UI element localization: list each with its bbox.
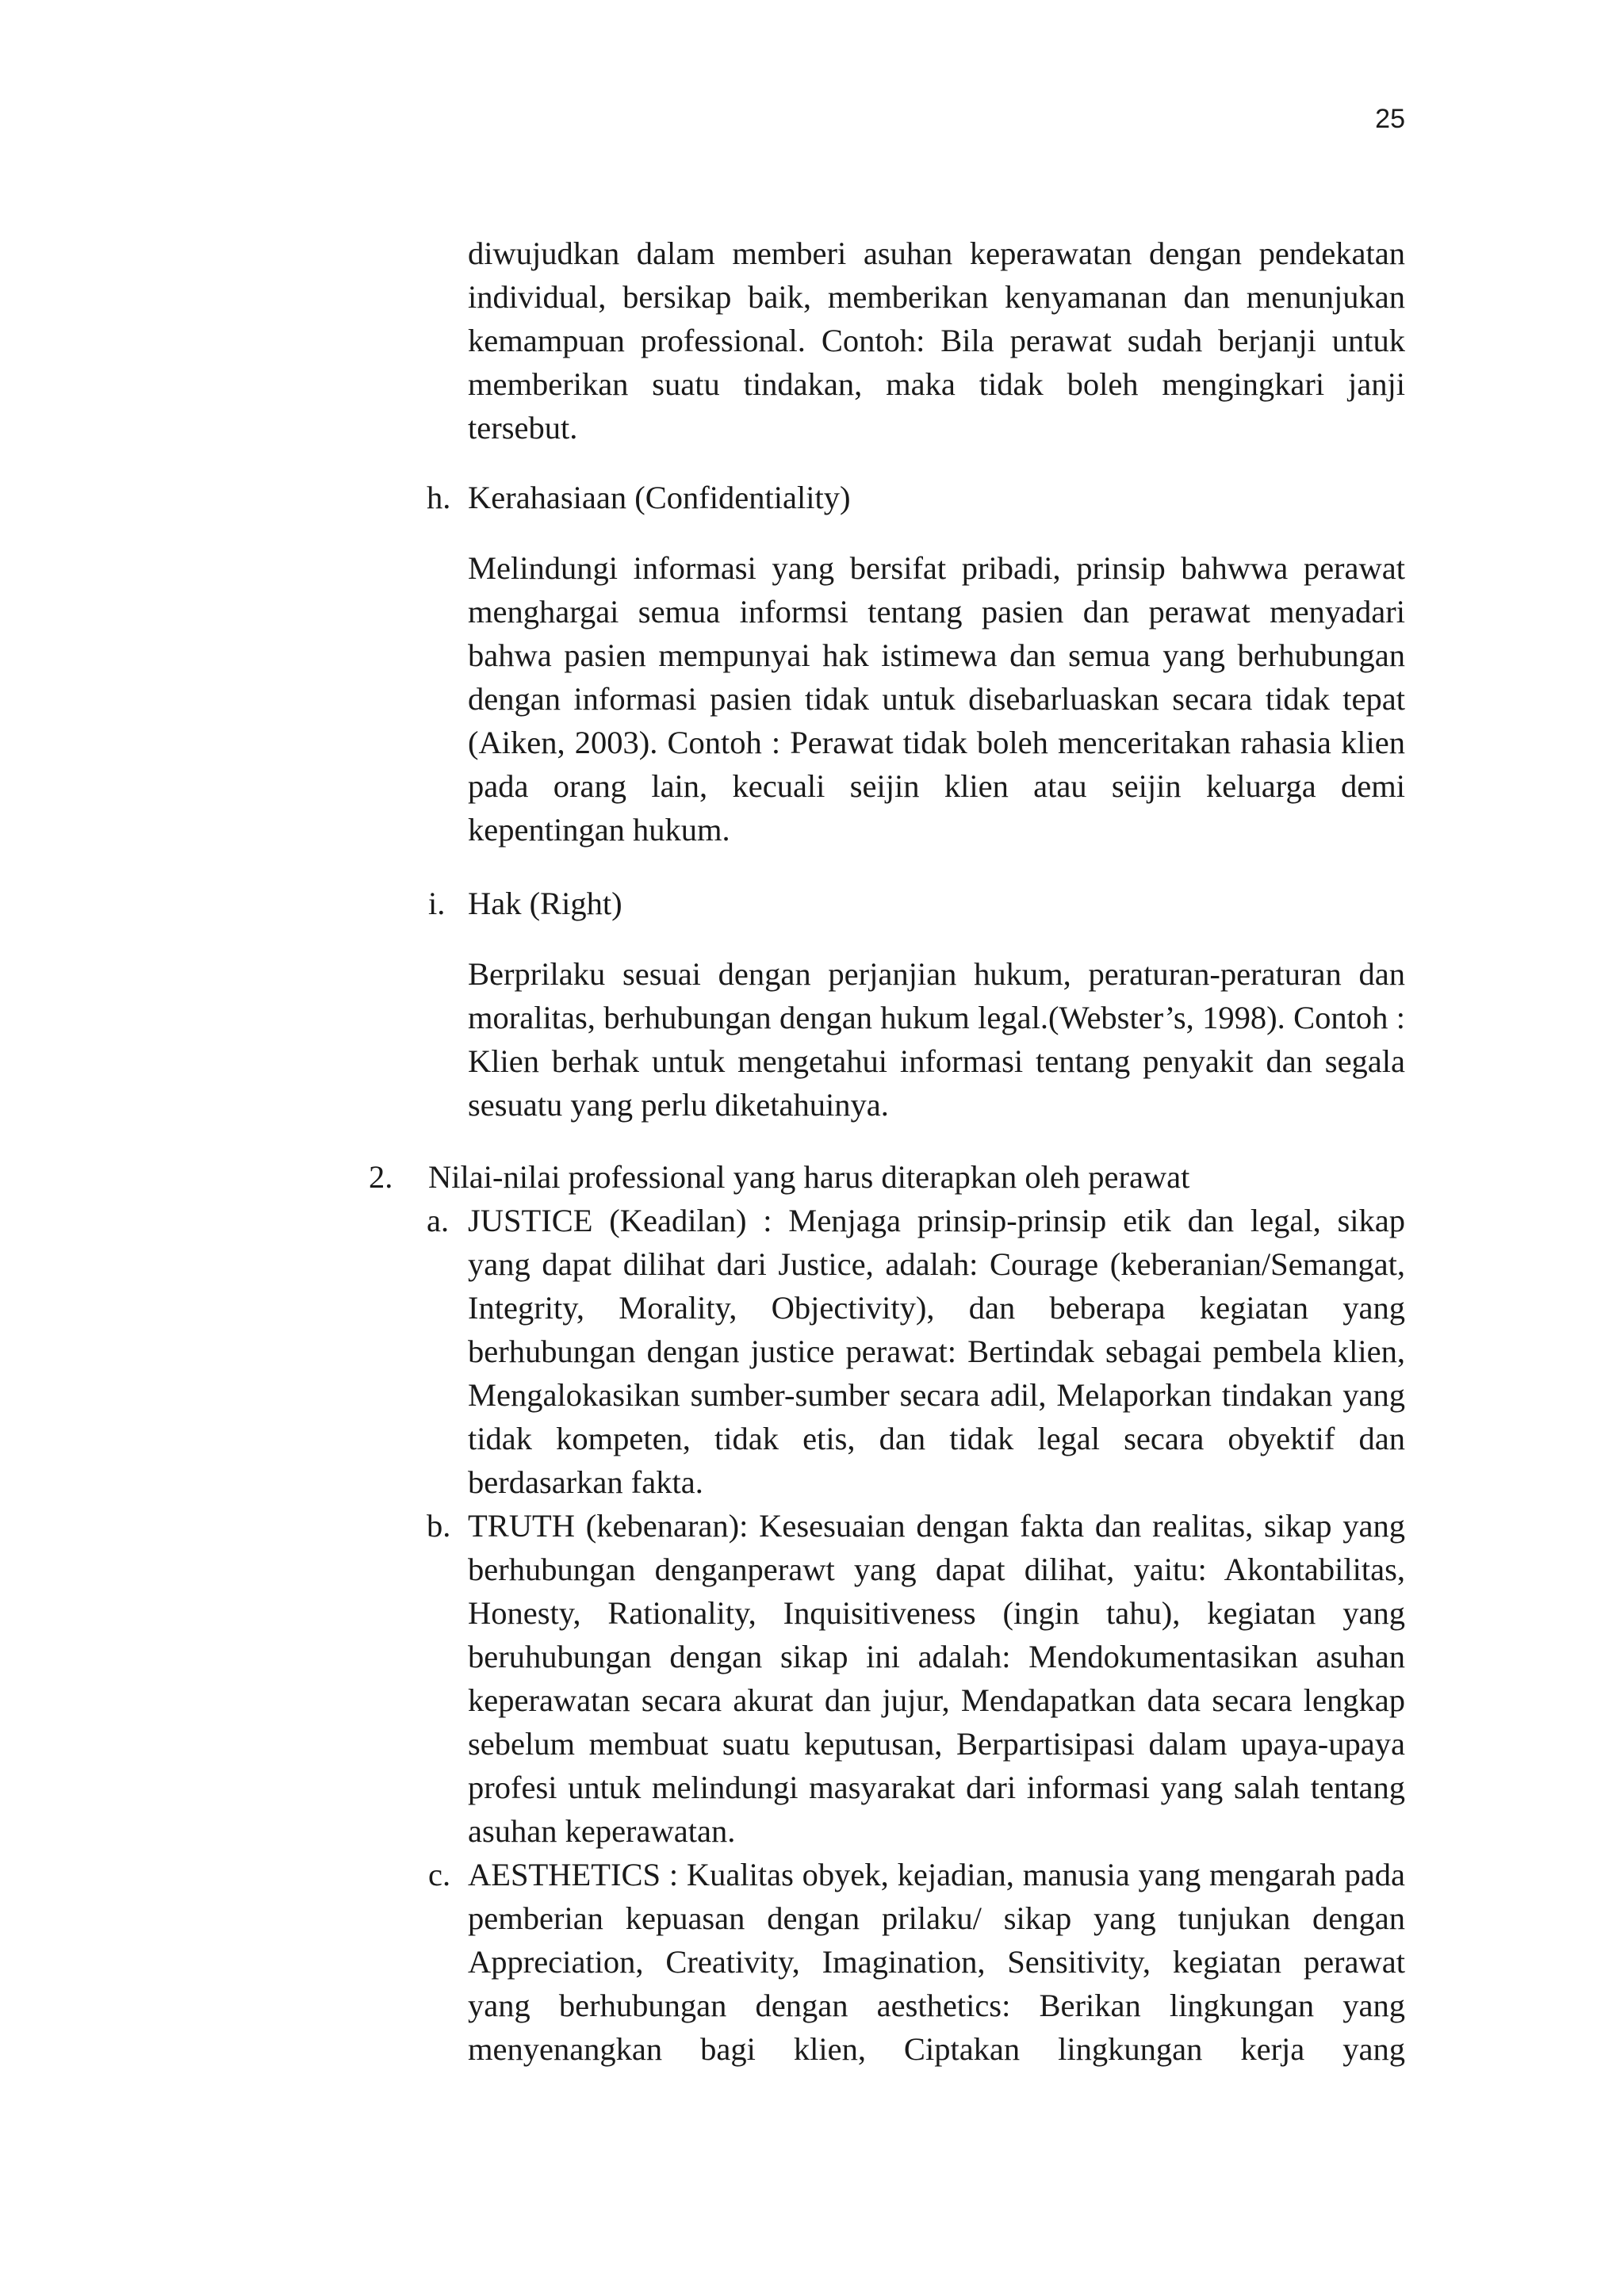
section-2-item-c-label: c. bbox=[428, 1857, 451, 1892]
continuation-paragraph: diwujudkan dalam memberi asuhan keperawatan dengan pendekatan individual, bersikap baik, memberikan kenyamanan dan menunjukan kemampuan professional. Contoh: Bila perawat sudah berjanji untuk memberikan suatu tindakan, maka tidak boleh mengingkari janji tersebut. bbox=[468, 235, 1405, 446]
item-h-label: h. bbox=[427, 480, 451, 515]
section-2-heading: Nilai-nilai professional yang harus diterapkan oleh perawat bbox=[428, 1159, 1190, 1195]
section-2-item-a-label: a. bbox=[427, 1203, 450, 1238]
page-number: 25 bbox=[1375, 104, 1405, 134]
section-2-label: 2. bbox=[369, 1159, 393, 1195]
item-i-heading: Hak (Right) bbox=[468, 886, 622, 921]
section-2-item-a-text: JUSTICE (Keadilan) : Menjaga prinsip-prinsip etik dan legal, sikap yang dapat dilihat dari Justice, adalah: Courage (keberanian/Semangat, Integrity, Morality, Objectivity), dan beberapa kegiatan yang berhubungan dengan justice perawat: Bertindak sebagai pembela klien, Mengalokasikan sumber-sumber secara adil, Melaporkan tindakan yang tidak kompeten, tidak etis, dan tidak legal secara obyektif dan berdasarkan fakta. bbox=[468, 1203, 1405, 1500]
item-i-label: i. bbox=[428, 886, 446, 921]
section-2-item-c-text: AESTHETICS : Kualitas obyek, kejadian, manusia yang mengarah pada pemberian kepuasan dengan prilaku/ sikap yang tunjukan dengan Appreciation, Creativity, Imagination, Sensitivity, kegiatan perawat yang berhubungan dengan aesthetics: Berikan lingkungan yang menyenangkan bagi klien, Ciptakan lingkungan kerja yang bbox=[468, 1857, 1405, 2067]
item-h-heading: Kerahasiaan (Confidentiality) bbox=[468, 480, 851, 515]
item-h-paragraph: Melindungi informasi yang bersifat pribadi, prinsip bahwwa perawat menghargai semua informsi tentang pasien dan perawat menyadari bahwa pasien mempunyai hak istimewa dan semua yang berhubungan dengan informasi pasien tidak untuk disebarluaskan secara tidak tepat (Aiken, 2003). Contoh : Perawat tidak boleh menceritakan rahasia klien pada orang lain, kecuali seijin klien atau seijin keluarga demi kepentingan hukum. bbox=[468, 550, 1405, 848]
item-i-paragraph: Berprilaku sesuai dengan perjanjian hukum, peraturan-peraturan dan moralitas, berhubungan dengan hukum legal.(Webster’s, 1998). Contoh : Klien berhak untuk mengetahui informasi tentang penyakit dan segala sesuatu yang perlu diketahuinya. bbox=[468, 956, 1405, 1123]
section-2-item-b-text: TRUTH (kebenaran): Kesesuaian dengan fakta dan realitas, sikap yang berhubungan denganperawt yang dapat dilihat, yaitu: Akontabilitas, Honesty, Rationality, Inquisitiveness (ingin tahu), kegiatan yang beruhubungan dengan sikap ini adalah: Mendokumentasikan asuhan keperawatan secara akurat dan jujur, Mendapatkan data secara lengkap sebelum membuat suatu keputusan, Berpartisipasi dalam upaya-upaya profesi untuk melindungi masyarakat dari informasi yang salah tentang asuhan keperawatan. bbox=[468, 1508, 1405, 1849]
section-2-item-b-label: b. bbox=[427, 1508, 451, 1544]
